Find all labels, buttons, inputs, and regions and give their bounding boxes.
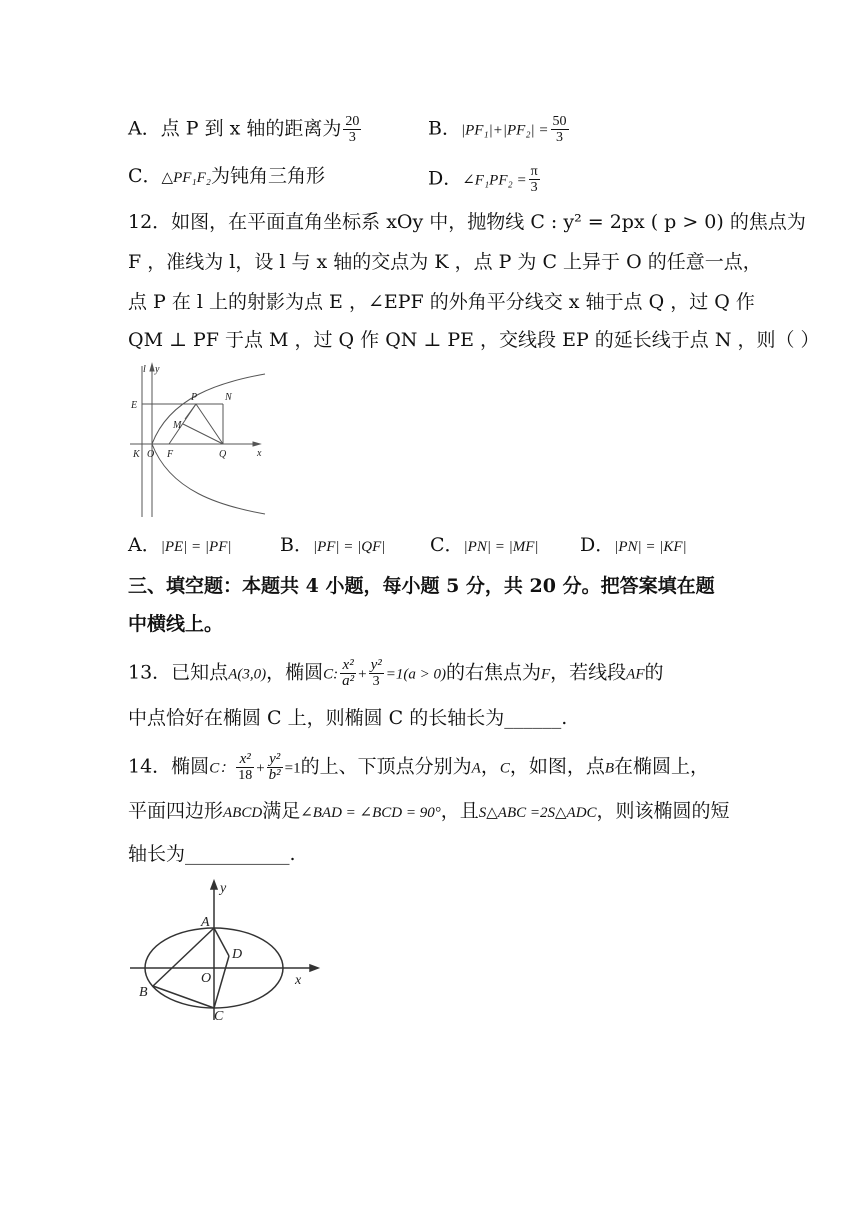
q11-option-a (128, 114, 363, 145)
label-b: B (139, 985, 148, 1000)
q14-line-3: 轴长为___________. (128, 843, 296, 865)
option-expr: |PN| = |KF| (614, 539, 687, 555)
text: 14．椭圆 (128, 755, 210, 778)
section-heading-line-1: 三、填空题：本题共 4 小题，每小题 5 分，共 20 分。把答案填在题 (128, 575, 715, 597)
q14-line-2 (128, 799, 730, 825)
option-text: 点 P 到 x 轴的距离为 (160, 117, 342, 140)
text: 13．已知点 (128, 661, 229, 684)
fraction (369, 658, 384, 689)
option-label: D． (580, 534, 615, 556)
label-c: C (214, 1009, 224, 1023)
q12-parabola-figure (125, 362, 275, 522)
q12-line-3: 点 P 在 l 上的射影为点 E ，∠EPF 的外角平分线交 x 轴于点 Q ，过 Q 作 (128, 291, 755, 313)
math: =1(a > 0) (385, 666, 446, 683)
q11-option-c (128, 164, 325, 190)
denominator: 18 (238, 768, 253, 783)
section-heading-line-2: 中横线上。 (128, 613, 224, 635)
math: ABCD (223, 805, 263, 821)
option-label: D． (428, 167, 463, 190)
option-label: B． (280, 534, 313, 556)
fraction (529, 164, 540, 195)
math: =1 (284, 760, 301, 777)
label-k: K (133, 449, 140, 460)
label-d: D (232, 947, 243, 962)
math: B (604, 760, 615, 777)
numerator: y² (370, 657, 382, 673)
numerator: x² (236, 752, 254, 768)
fraction (236, 752, 254, 783)
option-label: C． (128, 165, 162, 187)
math: A(3,0) (228, 666, 267, 683)
q13-line-1: 13．已知点A(3,0)，椭圆C: $\frac{\text{x²}}{\text{a²}}$ + $\frac{\text{y²}}{3}$ =1(a > 0)的右焦点为F，若线段AF的 (128, 657, 664, 689)
q12-option-c (430, 533, 539, 559)
option-expr: △PF₁F₂ (161, 170, 211, 186)
label-e: E (131, 400, 138, 411)
text: ，如图，点 (509, 755, 605, 778)
text: ，则该椭圆的短 (596, 800, 730, 822)
numerator: 20 (345, 114, 360, 129)
denominator: 3 (348, 130, 356, 145)
text: 的 (644, 661, 664, 684)
label-l: l (143, 364, 146, 375)
denominator: 3 (372, 674, 380, 689)
q12-line-4: QM ⊥ PF 于点 M ，过 Q 作 QN ⊥ PE ，交线段 EP 的延长线于点 N ，则（ ） (128, 329, 820, 351)
label-o: O (201, 971, 212, 986)
text: ，椭圆 (266, 661, 324, 684)
numerator: π (530, 164, 538, 179)
label-x: x (257, 448, 262, 459)
denominator: a² (342, 673, 355, 689)
q12-line-2: F ，准线为 l，设 l 与 x 轴的交点为 K ，点 P 为 C 上异于 O 的任意一点， (128, 251, 762, 273)
option-label: C． (430, 534, 464, 556)
text: ， (480, 755, 500, 778)
q12-line-1: 12．如图，在平面直角坐标系 xOy 中，抛物线 C : y² = 2px ( p > 0) 的焦点为 (128, 211, 806, 233)
q12-option-d (580, 533, 687, 559)
text: 平面四边形 (128, 800, 224, 822)
option-label: A． (128, 534, 161, 556)
label-a: A (201, 915, 210, 930)
option-expr: |PF| = |QF| (312, 539, 386, 555)
denominator: 3 (530, 180, 538, 195)
text: 满足 (262, 800, 301, 822)
denominator: 3 (556, 130, 564, 145)
q12-option-b (280, 533, 385, 559)
math: ∠BAD = ∠BCD = 90° (300, 805, 441, 821)
label-y: y (220, 881, 227, 896)
math: C: (323, 666, 339, 683)
text: ，若线段 (550, 661, 627, 684)
q11-option-d (428, 164, 542, 195)
fraction (551, 114, 569, 145)
q14-line-1: 14．椭圆C： $\frac{\text{x²}}{18}$ + $\frac{\text{y²}}{\text{b²}}$ =1的上、下顶点分别为A，C，如图，点B在椭圆上， (128, 751, 710, 783)
label-n: N (225, 392, 232, 403)
label-x: x (295, 973, 302, 988)
math: C： (209, 760, 235, 777)
option-text: 为钝角三角形 (211, 165, 326, 187)
fraction (340, 658, 356, 689)
option-expr: ∠F₁PF₂ = (462, 172, 527, 189)
numerator: 50 (552, 114, 567, 129)
fraction (267, 752, 283, 783)
denominator: b² (268, 767, 281, 783)
math: C (499, 760, 510, 777)
text: ，且 (440, 800, 479, 822)
label-q: Q (219, 449, 227, 460)
q11-option-b (428, 114, 571, 145)
option-label: B． (428, 117, 461, 140)
option-expr: |PN| = |MF| (463, 539, 539, 555)
numerator: y² (267, 752, 283, 768)
math: S△ABC =2S△ADC (478, 805, 597, 821)
numerator: x² (340, 658, 356, 674)
fraction (343, 114, 361, 145)
option-expr: |PF₁|+|PF₂| = (460, 122, 549, 139)
label-p: P (191, 392, 198, 403)
math: AF (626, 666, 645, 683)
label-f: F (167, 449, 174, 460)
math: F (540, 666, 551, 683)
q14-ellipse-figure (125, 878, 325, 1023)
q12-option-a (128, 533, 232, 559)
q13-line-2: 中点恰好在椭圆 C 上，则椭圆 C 的长轴长为______. (128, 707, 568, 729)
label-o: O (147, 449, 155, 460)
label-m: M (173, 420, 182, 431)
text: 在椭圆上， (614, 755, 710, 778)
text: 的上、下顶点分别为 (300, 755, 472, 778)
label-y: y (155, 364, 160, 375)
option-label: A． (128, 117, 161, 140)
math: A (471, 760, 481, 777)
text: 的右焦点为 (445, 661, 541, 684)
option-expr: |PE| = |PF| (160, 539, 232, 555)
